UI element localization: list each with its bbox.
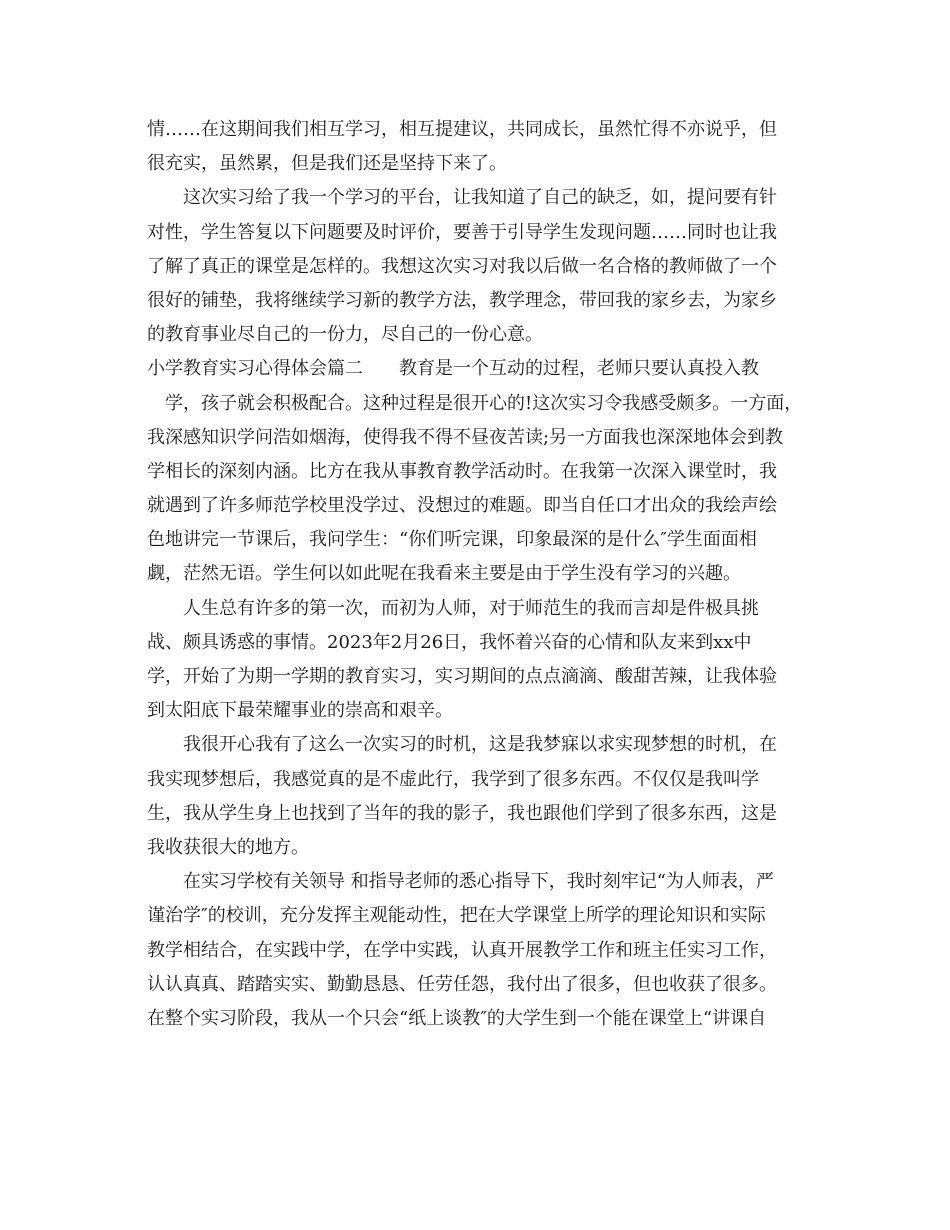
text-line: 这次实习给了我一个学习的平台，让我知道了自己的缺乏，如，提问要有针	[183, 187, 777, 209]
paragraph-4	[147, 592, 807, 729]
paragraph-2	[147, 181, 807, 352]
text-line: 色地讲完一节课后，我问学生：“你们听完课，印象最深的是什么″学生面面相	[147, 529, 757, 551]
text-line: 谨治学″的校训，充分发挥主观能动性，把在大学课堂上所学的理论知识和实际	[147, 905, 766, 927]
text-line: 就遇到了许多师范学校里没学过、没想过的难题。即当自任口才出众的我绘声绘	[147, 495, 777, 517]
text-line: 教育是一个互动的过程，老师只要认真投入教	[399, 358, 759, 380]
text-line: 我实现梦想后，我感觉真的是不虚此行，我学到了很多东西。不仅仅是我叫学	[147, 768, 759, 790]
text-line: 我深感知识学问浩如烟海，使得我不得不昼夜苦读;另一方面我也深深地体会到教	[147, 426, 784, 448]
text-line: 对性，学生答复以下问题要及时评价，要善于引导学生发现问题……同时也让我	[147, 221, 777, 243]
text-line: 学，开始了为期一学期的教育实习，实习期间的点点滴滴、酸甜苦辣，让我体验	[147, 666, 777, 687]
paragraph-1	[147, 113, 807, 181]
text-line: 生，我从学生身上也找到了当年的我的影子，我也跟他们学到了很多东西，这是	[147, 802, 777, 824]
text-line: 很充实，虽然累，但是我们还是坚持下来了。	[147, 153, 507, 175]
text-line: 认认真真、踏踏实实、勤勤恳恳、任劳任怨，我付出了很多，但也收获了很多。	[147, 973, 777, 995]
text-line: 很好的铺垫，我将继续学习新的教学方法，教学理念，带回我的家乡去，为家乡	[147, 289, 777, 311]
section-title: 小学教育实习心得体会篇二	[147, 358, 363, 380]
text-line: 学，孩子就会积极配合。这种过程是很开心的!这次实习令我感受颇多。一方面，	[165, 392, 803, 414]
text-line: 在整个实习阶段，我从一个只会“纸上谈教″的大学生到一个能在课堂上“讲课自	[147, 1007, 767, 1029]
section-title-line	[147, 352, 807, 386]
document-body	[147, 113, 807, 1036]
text-line: 学相长的深刻内涵。比方在我从事教育教学活动时。在我第一次深入课堂时，我	[147, 460, 777, 482]
text-line: 战、颇具诱惑的事情。2023年2月26日，我怀着兴奋的心情和队友来到xx中	[147, 631, 752, 653]
text-line: 我很开心我有了这么一次实习的时机，这是我梦寐以求实现梦想的时机，在	[183, 734, 777, 756]
text-line: 的教育事业尽自己的一份力，尽自己的一份心意。	[147, 324, 543, 346]
paragraph-3	[147, 352, 807, 591]
text-line: 我收获很大的地方。	[147, 836, 309, 858]
text-line: 了解了真正的课堂是怎样的。我想这次实习对我以后做一名合格的教师做了一个	[147, 255, 777, 277]
text-line: 在实习学校有关领导 和指导老师的悉心指导下，我时刻牢记“为人师表，严	[183, 871, 774, 893]
text-line: 觑，茫然无语。学生何以如此呢在我看来主要是由于学生没有学习的兴趣。	[147, 563, 741, 585]
text-line: 人生总有许多的第一次，而初为人师，对于师范生的我而言却是件极具挑	[183, 597, 759, 619]
paragraph-5	[147, 728, 807, 865]
paragraph-6	[147, 865, 807, 1036]
text-line: 到太阳底下最荣耀事业的崇高和艰辛。	[147, 700, 453, 722]
text-line: 情……在这期间我们相互学习，相互提建议，共同成长，虽然忙得不亦说乎，但	[147, 119, 777, 140]
text-line: 教学相结合，在实践中学，在学中实践，认真开展教学工作和班主任实习工作，	[147, 939, 777, 961]
